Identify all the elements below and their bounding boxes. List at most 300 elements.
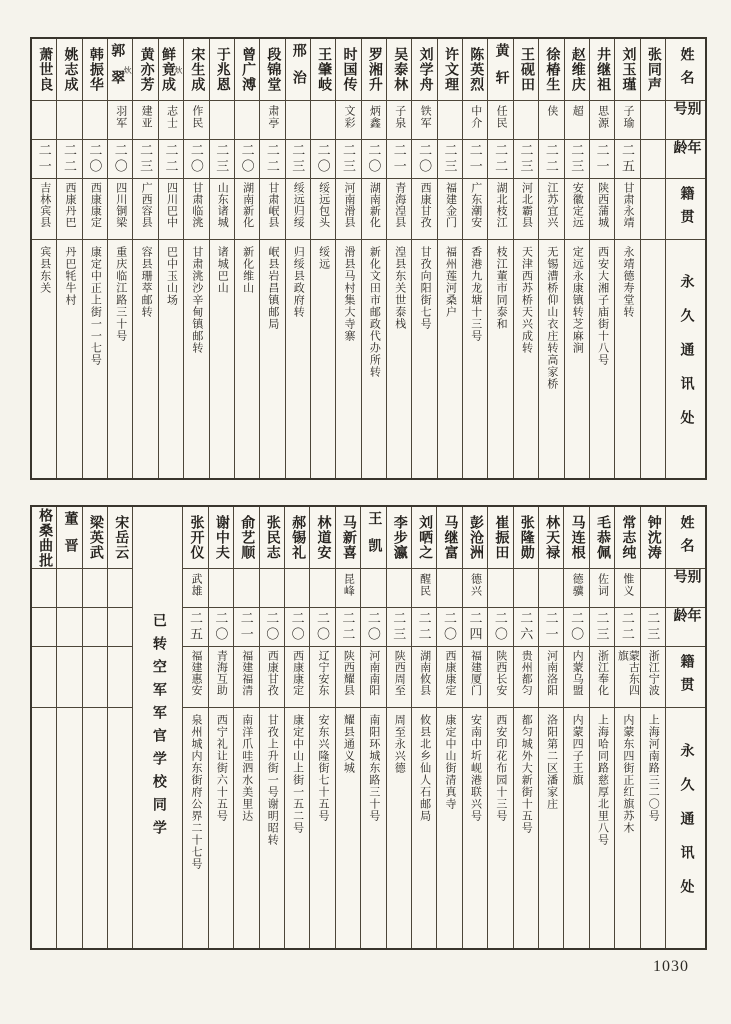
- entry-column: [158, 39, 183, 478]
- age-cell: 二二: [57, 140, 81, 179]
- entry-column: [437, 39, 462, 478]
- name-cell: [57, 507, 81, 569]
- entry-column: [538, 39, 563, 478]
- name-cell: [387, 39, 411, 101]
- alias-cell: 炳鑫: [362, 101, 386, 140]
- entry-name: 姚志成: [62, 47, 78, 92]
- name-cell: [615, 507, 639, 569]
- entry-column: [386, 507, 411, 948]
- entry-column: [259, 507, 284, 948]
- alias-cell: 思源: [590, 101, 614, 140]
- entry-name: 毛恭佩: [594, 515, 610, 560]
- name-cell: [488, 507, 512, 569]
- notice-column: [132, 507, 182, 948]
- entry-name: 陈英烈: [468, 47, 484, 92]
- address-cell: [83, 708, 107, 948]
- entry-column: [56, 39, 81, 478]
- alias-cell: [83, 569, 107, 608]
- origin-cell: 河南洛阳: [539, 647, 563, 708]
- entry-column: [309, 507, 334, 948]
- address-cell: 南阳环城东路三十号: [367, 714, 380, 822]
- entry-column: [411, 39, 436, 478]
- age-cell: 二一: [387, 140, 411, 179]
- alias-cell: 惟义: [615, 569, 639, 608]
- origin-cell: 河南南阳: [361, 647, 385, 708]
- entry-column: [82, 39, 107, 478]
- age-cell: 二一: [32, 140, 56, 179]
- entry-column: [462, 507, 487, 948]
- name-cell: [209, 507, 233, 569]
- address-cell: 丹巴牦牛村: [64, 246, 77, 306]
- entry-name: 于兆恩: [214, 47, 230, 92]
- entry-name: 黄亦芳: [138, 47, 154, 92]
- address-cell: 容县珊萃邮转: [140, 246, 153, 318]
- name-cell: [463, 507, 487, 569]
- name-cell: [412, 39, 436, 101]
- alias-cell: [108, 569, 132, 608]
- entry-name: 鲜竟成: [159, 47, 175, 92]
- entry-column: [132, 39, 157, 478]
- alias-cell: [387, 569, 411, 608]
- address-cell: 西安印花布园十三号: [494, 714, 507, 822]
- entry-column: [462, 39, 487, 478]
- age-cell: 二六: [514, 608, 538, 647]
- origin-cell: 绥远归绥: [286, 179, 310, 240]
- entry-column: [107, 39, 132, 478]
- alias-cell: [310, 569, 334, 608]
- alias-cell: 任民: [488, 101, 512, 140]
- address-cell: [32, 708, 56, 948]
- origin-cell: 浙江宁波: [641, 647, 665, 708]
- age-cell: 二五: [615, 140, 639, 179]
- name-cell: [514, 507, 538, 569]
- age-cell: 二二: [412, 608, 436, 647]
- entry-name: 刘哂之: [417, 515, 433, 560]
- alias-cell: 羽军: [108, 101, 132, 140]
- alias-cell: 超: [565, 101, 589, 140]
- alias-cell: 建亚: [133, 101, 157, 140]
- origin-cell: 甘肃永靖: [615, 179, 639, 240]
- header-name-label: 姓名: [666, 507, 705, 569]
- name-cell: [362, 39, 386, 101]
- entry-column: [82, 507, 107, 948]
- name-cell: [590, 507, 614, 569]
- origin-cell: 内蒙乌盟: [564, 647, 588, 708]
- address-cell: 香港九龙塘十三号: [469, 246, 482, 342]
- notice-cell: [133, 507, 182, 948]
- address-cell: 内蒙东四街正红旗苏木: [621, 714, 634, 834]
- address-cell: 滑县马村集大寺寨: [343, 246, 355, 342]
- alias-cell: [234, 569, 258, 608]
- entry-name: 徐椿生: [544, 47, 560, 92]
- entry-column: [361, 39, 386, 478]
- origin-cell: 陕西长安: [488, 647, 512, 708]
- alias-cell: [235, 101, 259, 140]
- entry-column: [285, 39, 310, 478]
- age-cell: 二三: [387, 608, 411, 647]
- origin-cell: 青海湟县: [387, 179, 411, 240]
- notice-text: 已转空军军官学校同学: [150, 612, 166, 843]
- name-cell: [310, 507, 334, 569]
- address-cell: 新化文田市邮政代办所转: [368, 246, 381, 378]
- age-cell: 二二: [336, 608, 360, 647]
- address-cell: 甘孜向阳街七号: [419, 246, 432, 330]
- name-cell: [336, 507, 360, 569]
- entry-name: 赵维庆: [569, 47, 585, 92]
- entry-column: [107, 507, 132, 948]
- entry-name: 格桑曲批: [37, 507, 53, 568]
- origin-cell: 蒙古东四旗: [615, 647, 639, 708]
- age-cell: 二二: [488, 140, 512, 179]
- entry-name: 梁英武: [87, 515, 103, 560]
- age-cell: 二〇: [83, 140, 107, 179]
- entry-column: [513, 507, 538, 948]
- entry-name: 常志纯: [620, 515, 636, 560]
- entry-name: 宋生成: [189, 47, 205, 92]
- entry-name: 王砚田: [519, 47, 535, 92]
- age-cell: [57, 608, 81, 647]
- entry-name: 马连根: [569, 515, 585, 560]
- alias-cell: [260, 569, 284, 608]
- origin-cell: 浙江奉化: [590, 647, 614, 708]
- name-cell: [463, 39, 487, 101]
- age-cell: 二〇: [285, 608, 309, 647]
- entry-column: [563, 507, 588, 948]
- alias-cell: 佐词: [590, 569, 614, 608]
- origin-cell: 西康甘孜: [260, 647, 284, 708]
- name-cell: [184, 39, 208, 101]
- entry-column: [360, 507, 385, 948]
- entry-name: 张开仪: [188, 515, 204, 560]
- age-cell: 二三: [438, 140, 462, 179]
- entry-name: 王肇岐: [316, 47, 332, 92]
- alias-cell: [361, 569, 385, 608]
- entry-column: [32, 39, 56, 478]
- alias-cell: 中介: [463, 101, 487, 140]
- age-cell: 二〇: [209, 608, 233, 647]
- entry-column: [234, 39, 259, 478]
- header-contact-label: 永久通讯处: [678, 274, 694, 444]
- entry-column: [183, 39, 208, 478]
- age-cell: [32, 608, 56, 647]
- entry-name: 钟沈涛: [645, 515, 661, 560]
- age-cell: 二二: [615, 608, 639, 647]
- age-cell: 二四: [463, 608, 487, 647]
- entry-name: 刘玉瑾: [620, 47, 636, 92]
- alias-cell: 德兴: [463, 569, 487, 608]
- alias-cell: 子泉: [387, 101, 411, 140]
- entry-name: 吴泰林: [392, 47, 408, 92]
- origin-cell: 广东潮安: [463, 179, 487, 240]
- entry-name: 俞艺顺: [239, 515, 255, 560]
- alias-cell: [514, 101, 538, 140]
- entry-column: [335, 507, 360, 948]
- alias-cell: [641, 101, 665, 140]
- entry-column: [640, 507, 665, 948]
- origin-cell: 吉林宾县: [32, 179, 56, 240]
- entry-column: [233, 507, 258, 948]
- age-cell: 二一: [590, 140, 614, 179]
- address-cell: [108, 708, 132, 948]
- address-cell: 定远永康镇转芝麻涧: [571, 246, 584, 354]
- address-cell: 泉州城内东街府公界二十七号: [189, 714, 202, 870]
- name-cell: [641, 39, 665, 101]
- alias-cell: 昆峰: [336, 569, 360, 608]
- entry-name: 萧世良: [37, 47, 53, 92]
- entry-name: 井继祖: [595, 47, 611, 92]
- address-cell: 无锡漕桥仰山衣庄转高家桥: [545, 246, 558, 390]
- name-cell: [133, 39, 157, 101]
- age-cell: 二三: [336, 140, 360, 179]
- origin-cell: 西康康定: [285, 647, 309, 708]
- alias-cell: 醒民: [412, 569, 436, 608]
- origin-cell: 四川巴中: [159, 179, 183, 240]
- address-cell: 宾县东关: [38, 246, 51, 294]
- age-cell: 二〇: [361, 608, 385, 647]
- roster-table-bottom: [30, 505, 707, 950]
- origin-cell: 福建惠安: [183, 647, 207, 708]
- entry-column: [32, 507, 56, 948]
- entry-name: 宋岳云: [113, 515, 129, 560]
- name-cell: [437, 507, 461, 569]
- entry-name: 张同声: [645, 47, 661, 92]
- address-cell: 上海河南路三二〇号: [647, 714, 660, 822]
- origin-cell: [641, 179, 665, 240]
- alias-cell: [285, 569, 309, 608]
- entry-column: [487, 39, 512, 478]
- age-cell: 二〇: [260, 608, 284, 647]
- alias-cell: [57, 569, 81, 608]
- name-cell: [564, 507, 588, 569]
- age-cell: 二〇: [108, 140, 132, 179]
- address-cell: [57, 708, 81, 948]
- entry-name: 郝锡礼: [290, 515, 306, 560]
- origin-cell: 福建厦门: [463, 647, 487, 708]
- address-cell: 甘孜上升街一号谢明昭转: [266, 714, 279, 846]
- name-cell: [32, 39, 56, 101]
- entry-column: [589, 39, 614, 478]
- entry-name: 谢中夫: [213, 515, 229, 560]
- address-cell: 康定中正上街一一七号: [89, 246, 102, 366]
- age-cell: 二一: [234, 608, 258, 647]
- header-column: [665, 39, 705, 478]
- entry-name: 崔振田: [493, 515, 509, 560]
- alias-cell: [32, 569, 56, 608]
- origin-cell: 河南滑县: [336, 179, 360, 240]
- origin-cell: 山东诸城: [210, 179, 234, 240]
- name-cell: [311, 39, 335, 101]
- entry-column: [487, 507, 512, 948]
- age-cell: 二〇: [437, 608, 461, 647]
- alias-cell: [311, 101, 335, 140]
- origin-cell: 贵州都匀: [514, 647, 538, 708]
- alias-cell: [539, 569, 563, 608]
- header-origin-label: 籍贯: [666, 647, 705, 708]
- origin-cell: 四川铜梁: [108, 179, 132, 240]
- age-cell: 二三: [641, 608, 665, 647]
- alias-cell: 铁军: [412, 101, 436, 140]
- origin-cell: [57, 647, 81, 708]
- entry-name: 罗湘升: [366, 47, 382, 92]
- name-cell: [57, 39, 81, 101]
- address-cell: 内蒙四子王旗: [571, 714, 584, 786]
- alias-cell: [57, 101, 81, 140]
- name-cell: [514, 39, 538, 101]
- address-cell: 新化维山: [241, 246, 254, 294]
- entry-name: 邢治: [290, 42, 306, 97]
- address-cell: 归绥县政府转: [292, 246, 305, 318]
- origin-cell: 甘肃岷县: [260, 179, 284, 240]
- address-cell: 安南中圻岘港联兴号: [469, 714, 482, 822]
- name-cell: [615, 39, 639, 101]
- origin-cell: 西康丹巴: [57, 179, 81, 240]
- name-cell: [361, 507, 385, 569]
- header-age-label: 年龄: [666, 608, 705, 647]
- name-cell: [438, 39, 462, 101]
- entry-name: 李步瀛: [391, 515, 407, 560]
- age-cell: 二三: [590, 608, 614, 647]
- entry-name: 张民志: [264, 515, 280, 560]
- origin-cell: 广西容县: [133, 179, 157, 240]
- age-cell: 二〇: [412, 140, 436, 179]
- origin-cell: 湖南新化: [235, 179, 259, 240]
- name-cell: [83, 39, 107, 101]
- entry-column: [259, 39, 284, 478]
- alias-cell: [286, 101, 310, 140]
- name-cell: [83, 507, 107, 569]
- alias-cell: 侠: [539, 101, 563, 140]
- age-cell: 二〇: [310, 608, 334, 647]
- entry-column: [208, 507, 233, 948]
- entry-name: 王凯: [366, 510, 382, 565]
- alias-cell: 肃亭: [260, 101, 284, 140]
- age-cell: [83, 608, 107, 647]
- name-cell: [412, 507, 436, 569]
- entry-column: [614, 39, 639, 478]
- header-contact-label: 永久通讯处: [678, 743, 694, 913]
- age-cell: 二二: [539, 140, 563, 179]
- entry-column: [589, 507, 614, 948]
- alias-cell: 子瑜: [615, 101, 639, 140]
- name-cell: [285, 507, 309, 569]
- origin-cell: 甘肃临洮: [184, 179, 208, 240]
- entry-name: 郭翠: [109, 42, 125, 97]
- header-origin-label: 籍贯: [666, 179, 705, 240]
- header-alias-label: 别号: [666, 569, 705, 608]
- origin-cell: [83, 647, 107, 708]
- name-cell: [108, 507, 132, 569]
- entry-column: [386, 39, 411, 478]
- entry-name: 时国传: [341, 47, 357, 92]
- age-cell: 二〇: [362, 140, 386, 179]
- name-cell: [260, 507, 284, 569]
- address-cell: 耀县通义城: [342, 714, 355, 774]
- origin-cell: [108, 647, 132, 708]
- origin-cell: 湖南新化: [362, 179, 386, 240]
- origin-cell: 福建福清: [234, 647, 258, 708]
- origin-cell: 陕西耀县: [336, 647, 360, 708]
- entry-column: [284, 507, 309, 948]
- entry-column: [614, 507, 639, 948]
- name-cell: [590, 39, 614, 101]
- entry-column: [56, 507, 81, 948]
- address-cell: 甘肃洮沙辛甸镇邮转: [190, 246, 203, 354]
- name-cell: [387, 507, 411, 569]
- age-cell: 二〇: [184, 140, 208, 179]
- address-cell: 西安大湘子庙街十八号: [596, 246, 609, 366]
- age-cell: 二五: [183, 608, 207, 647]
- address-cell: 康定中山上街一五二号: [291, 714, 304, 834]
- name-cell: [108, 39, 132, 101]
- address-cell: 枝江董市同泰和: [495, 246, 508, 330]
- entry-name: 马新喜: [340, 515, 356, 560]
- age-cell: 二一: [463, 140, 487, 179]
- age-cell: 二三: [514, 140, 538, 179]
- alias-cell: 武雄: [183, 569, 207, 608]
- name-cell: [183, 507, 207, 569]
- alias-cell: 作民: [184, 101, 208, 140]
- origin-cell: 西康甘孜: [412, 179, 436, 240]
- name-cell: [641, 507, 665, 569]
- origin-cell: 青海互助: [209, 647, 233, 708]
- age-cell: 二〇: [564, 608, 588, 647]
- origin-cell: 湖北枝江: [488, 179, 512, 240]
- entry-name: 黄轩: [493, 42, 509, 97]
- entry-column: [209, 39, 234, 478]
- name-cell: [32, 507, 56, 569]
- alias-cell: 志士: [159, 101, 183, 140]
- origin-cell: 绥远包头: [311, 179, 335, 240]
- address-cell: 重庆临江路三十号: [114, 246, 127, 342]
- header-name-label: 姓名: [666, 39, 705, 101]
- age-cell: [641, 140, 665, 179]
- origin-cell: 湖南攸县: [412, 647, 436, 708]
- age-cell: 二三: [565, 140, 589, 179]
- entry-column: [310, 39, 335, 478]
- entry-column: [538, 507, 563, 948]
- age-cell: 二三: [286, 140, 310, 179]
- header-age-label: 年龄: [666, 140, 705, 179]
- origin-cell: 福建金门: [438, 179, 462, 240]
- roster-table-top: [30, 37, 707, 480]
- age-cell: 二〇: [488, 608, 512, 647]
- entry-column: [182, 507, 207, 948]
- origin-cell: 陕西周至: [387, 647, 411, 708]
- alias-cell: [209, 569, 233, 608]
- origin-cell: 河北霸县: [514, 179, 538, 240]
- alias-cell: [83, 101, 107, 140]
- header-column: [665, 507, 705, 948]
- entry-column: [564, 39, 589, 478]
- page-number: 1030: [653, 958, 689, 975]
- alias-cell: [488, 569, 512, 608]
- alias-cell: [438, 101, 462, 140]
- entry-name: 刘学舟: [417, 47, 433, 92]
- alias-cell: [32, 101, 56, 140]
- address-cell: 上海哈同路慈厚北里八号: [596, 714, 609, 846]
- age-cell: 二二: [260, 140, 284, 179]
- age-cell: 二三: [210, 140, 234, 179]
- entry-name: 彭沧洲: [467, 515, 483, 560]
- address-cell: 安东兴隆街七十五号: [317, 714, 330, 822]
- origin-cell: [32, 647, 56, 708]
- name-cell: [539, 39, 563, 101]
- address-cell: 岷县岩昌镇邮局: [266, 246, 279, 330]
- age-cell: 二一: [539, 608, 563, 647]
- age-cell: [108, 608, 132, 647]
- name-cell: [159, 39, 183, 101]
- name-cell: [488, 39, 512, 101]
